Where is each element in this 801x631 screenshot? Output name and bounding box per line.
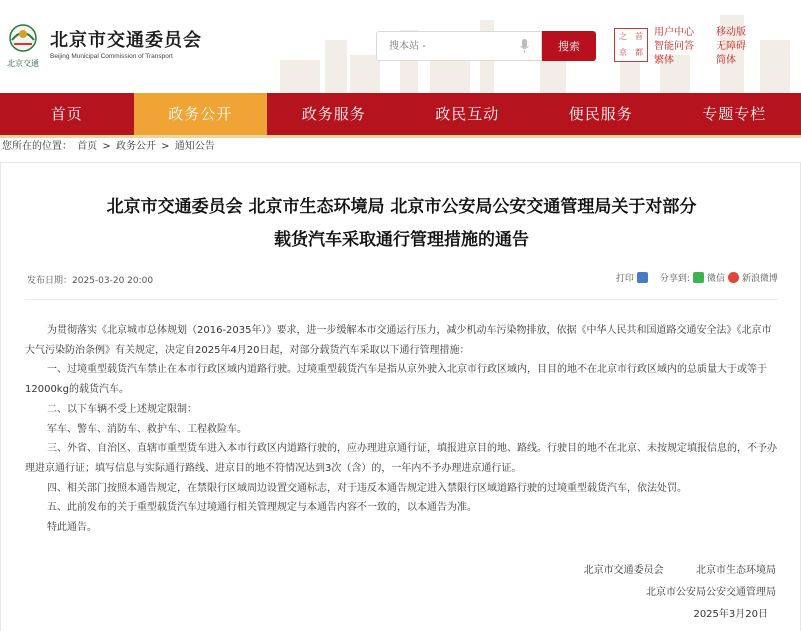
article-panel xyxy=(0,162,801,631)
site-header xyxy=(0,0,801,93)
nav-convenience[interactable]: 便民服务 xyxy=(568,105,633,123)
title-divider xyxy=(25,299,778,300)
breadcrumb-home[interactable]: 首页 xyxy=(77,141,98,152)
capital-logo-icon[interactable] xyxy=(614,28,648,62)
article-title xyxy=(1,191,801,257)
share-label: 分享到: xyxy=(659,274,690,284)
breadcrumb-gov-affairs[interactable]: 政务公开 xyxy=(115,141,156,152)
search-input[interactable] xyxy=(377,32,507,60)
paragraph: 二、以下车辆不受上述规定限制： xyxy=(47,403,197,415)
weibo-link[interactable]: 新浪微博 xyxy=(741,274,778,284)
nav-government-affairs[interactable]: 政务公开 xyxy=(134,93,268,135)
nav-special-topics[interactable]: 专题专栏 xyxy=(702,105,767,123)
quick-links xyxy=(654,26,794,67)
signature-line xyxy=(584,561,776,576)
paragraph: 特此通告。 xyxy=(47,522,97,534)
article-title-line: 北京市交通委员会 北京市生态环境局 北京市公安局公安交通管理局关于对部分 xyxy=(106,197,697,217)
nav-home[interactable]: 首页 xyxy=(50,105,83,123)
weibo-icon[interactable] xyxy=(728,272,739,283)
microphone-icon[interactable] xyxy=(520,39,529,53)
article-body xyxy=(25,321,777,538)
capital-char: 都 xyxy=(635,48,643,57)
link-mobile[interactable]: 移动版 xyxy=(716,27,746,38)
breadcrumb xyxy=(2,140,217,154)
logo-subtitle: Beijing Municipal Commission of Transport xyxy=(50,53,173,60)
signature-org: 北京市公安局公安交通管理局 xyxy=(646,587,776,598)
print-icon[interactable] xyxy=(637,272,648,283)
wechat-link[interactable]: 微信 xyxy=(706,274,725,284)
emblem-icon xyxy=(2,22,44,70)
link-smart-qa[interactable]: 智能问答 xyxy=(654,41,694,52)
capital-char: 京 xyxy=(619,48,627,57)
nav-interaction[interactable]: 政民互动 xyxy=(435,105,500,123)
capital-char: 之 xyxy=(619,32,627,41)
search-button[interactable]: 搜索 xyxy=(542,31,596,61)
logo-sub-text: 北京交通 xyxy=(7,59,39,68)
site-logo[interactable] xyxy=(2,22,202,70)
link-simplified[interactable]: 简体 xyxy=(716,55,736,66)
paragraph: 五、此前发布的关于重型载货汽车过境通行相关管理规定与本通告内容不一致的，以本通告为准。 xyxy=(47,502,477,514)
signature-org: 北京市生态环境局 xyxy=(696,565,776,576)
link-accessibility[interactable]: 无障碍 xyxy=(716,41,746,52)
capital-char: 首 xyxy=(635,32,643,41)
paragraph: 四、相关部门按照本通告规定，在禁限行区域周边设置交通标志，对于违反本通告规定进入禁限行区域道路行驶的过境重型载货汽车，依法处罚。 xyxy=(47,482,687,494)
wechat-icon[interactable] xyxy=(693,272,704,283)
logo-title: 北京市交通委员会 xyxy=(50,30,202,51)
breadcrumb-separator: > xyxy=(161,141,170,152)
nav-gov-services[interactable]: 政务服务 xyxy=(301,105,366,123)
breadcrumb-notices[interactable]: 通知公告 xyxy=(174,141,215,152)
signature-org: 北京市交通委员会 xyxy=(583,565,664,576)
search-box xyxy=(376,31,542,61)
publish-date: 发布日期：2025-03-20 20:00 xyxy=(27,276,154,286)
paragraph: 军车、警车、消防车、救护车、工程救险车。 xyxy=(47,423,247,435)
signature-date: 2025年3月20日 xyxy=(693,609,768,620)
paragraph: 一、过境重型载货汽车禁止在本市行政区域内道路行驶。过境重型载货汽车是指从京外驶入北京市行政区域内，目目的地不在北京市行政区域内的总质量大于或等于12000kg的载货汽车。 xyxy=(25,364,767,396)
main-nav xyxy=(0,93,801,135)
paragraph: 三、外省、自治区、直辖市重型货车进入本市行政区内道路行驶的，应办理进京通行证，填报进京目的地、路线。行驶目的地不在北京、未按规定填报信息的，不予办理进京通行证；填写信息与实际通行路线、进京目的地不符情况达到3次（含）的，一年内不予办理进京通行证。 xyxy=(25,443,777,474)
breadcrumb-prefix: 您所在的位置： xyxy=(2,141,72,152)
link-traditional[interactable]: 繁体 xyxy=(654,55,674,66)
share-bar xyxy=(616,271,778,284)
print-link[interactable]: 打印 xyxy=(615,274,634,284)
link-user-center[interactable]: 用户中心 xyxy=(654,27,694,38)
paragraph: 为贯彻落实《北京城市总体规划（2016-2035年）》要求，进一步缓解本市交通运行压力，减少机动车污染物排放，依据《中华人民共和国道路交通安全法》《北京市大气污染防治条例》有关规定，决定自2025年4月20日起，对部分载货汽车采取以下通行管理措施： xyxy=(25,325,772,356)
nav-divider xyxy=(0,135,801,138)
article-title-line: 载货汽车采取通行管理措施的通告 xyxy=(274,230,529,250)
breadcrumb-separator: > xyxy=(102,141,111,152)
